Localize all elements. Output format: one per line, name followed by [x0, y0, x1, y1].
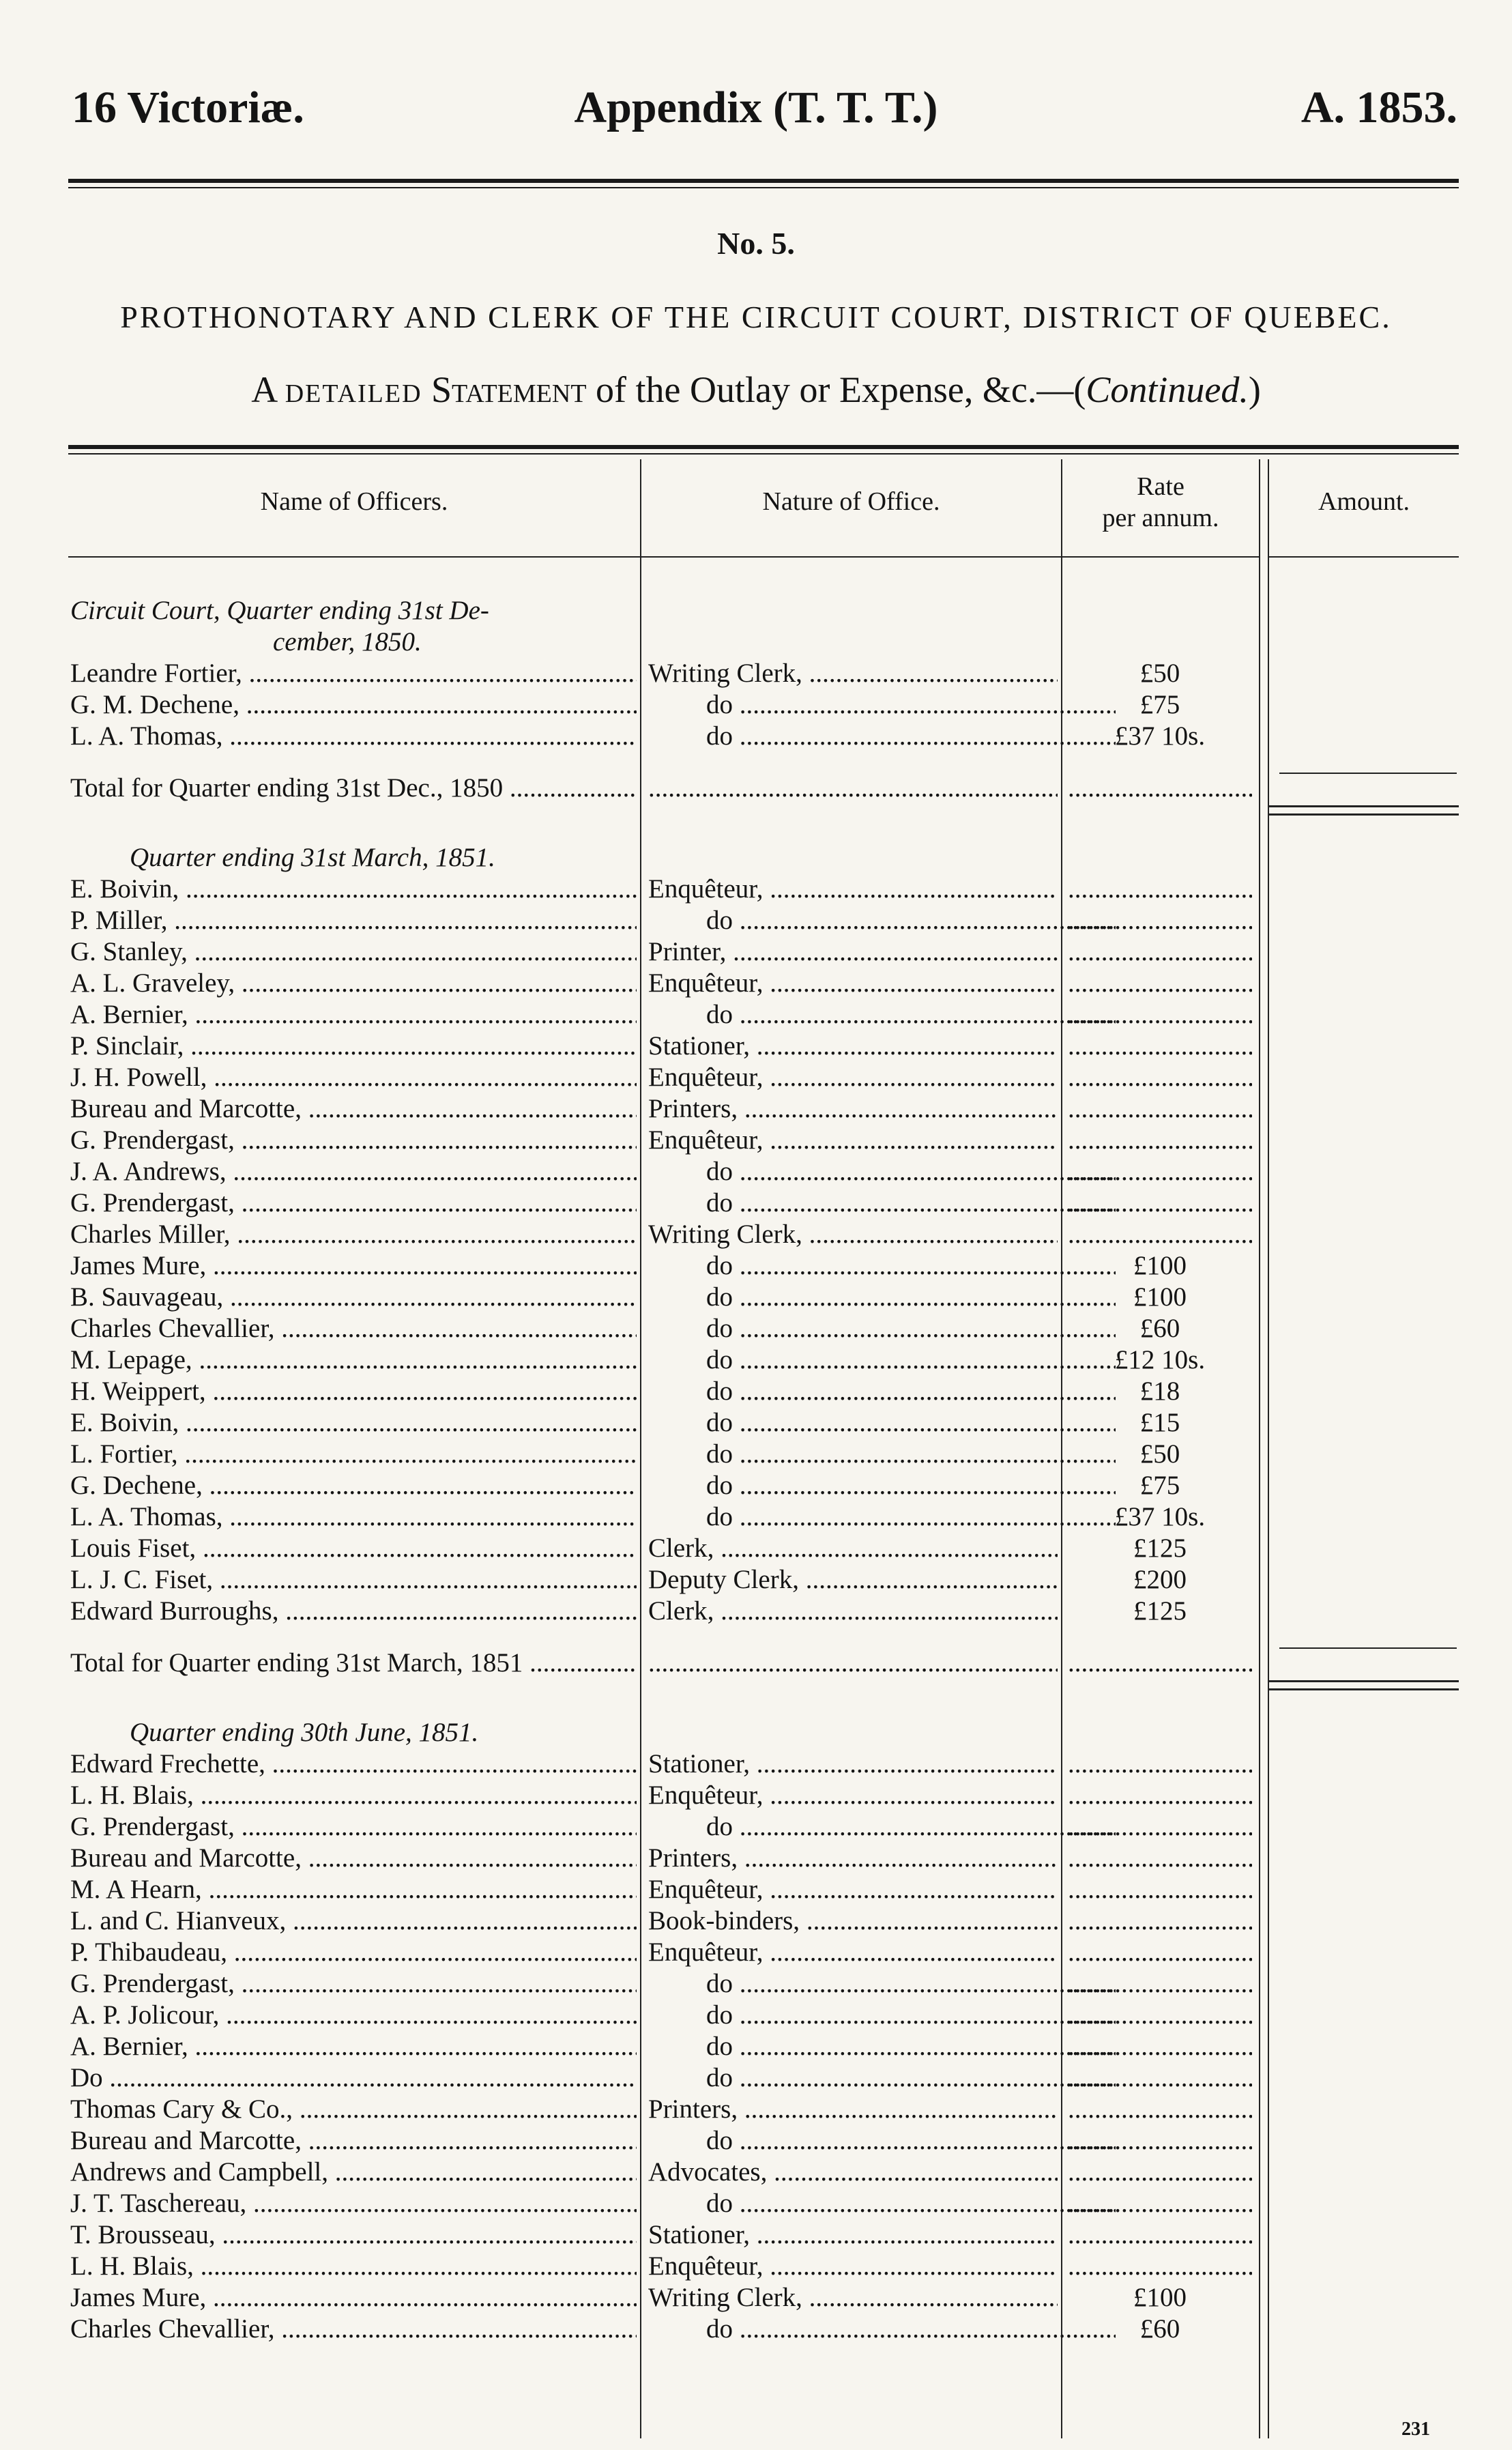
office-nature: do .....	[648, 1811, 1116, 1843]
officer-name: A. P. Jolicour, .....	[70, 2000, 637, 2031]
rate-per-annum: £60	[1139, 2314, 1180, 2344]
rate-per-annum	[1068, 968, 1252, 999]
table-row	[0, 689, 1512, 721]
officer-name: Do .....	[70, 2062, 637, 2094]
office-nature: do .....	[648, 2000, 1116, 2031]
rate-per-annum	[1068, 1093, 1252, 1125]
rate-per-annum: £75	[1139, 690, 1180, 719]
rate-per-annum: £100	[1133, 2283, 1187, 2312]
rate-per-annum	[1068, 1811, 1252, 1843]
rate-per-annum	[1068, 2125, 1252, 2157]
officer-name: G. Stanley, .....	[70, 936, 637, 968]
total-row	[0, 773, 1512, 804]
officer-name: P. Thibaudeau, .....	[70, 1937, 637, 1968]
rate-per-annum: £12 10s.	[1114, 1345, 1206, 1374]
table-row	[0, 2031, 1512, 2062]
office-nature: do .....	[648, 905, 1116, 936]
section-title	[0, 842, 1512, 874]
officer-name: L. Fortier, .....	[70, 1439, 637, 1470]
officer-name: E. Boivin, .....	[70, 874, 637, 905]
office-nature: Printer, .....	[648, 936, 1058, 968]
table-row	[0, 1843, 1512, 1874]
officer-name: G. Prendergast, .....	[70, 1125, 637, 1156]
officer-name: J. H. Powell, .....	[70, 1062, 637, 1093]
total-leader	[1068, 773, 1252, 804]
amount-cell	[1279, 1647, 1457, 1649]
section-title-text: cember, 1850.	[273, 627, 422, 657]
table-row	[0, 1313, 1512, 1344]
officer-name: G. M. Dechene, .....	[70, 689, 637, 721]
officer-name: Edward Frechette, .....	[70, 1748, 637, 1780]
amount-cell	[1279, 773, 1457, 774]
office-nature: do .....	[648, 999, 1116, 1031]
officer-name: G. Prendergast, .....	[70, 1187, 637, 1219]
office-nature: Writing Clerk, .....	[648, 1219, 1058, 1250]
office-nature: do .....	[648, 2188, 1116, 2219]
rate-per-annum: £37 10s.	[1114, 1502, 1206, 1531]
rate-per-annum: £18	[1139, 1377, 1180, 1406]
officer-name: L. H. Blais, .....	[70, 1780, 637, 1811]
officer-name: Louis Fiset, .....	[70, 1533, 637, 1564]
officer-name: Leandre Fortier, .....	[70, 658, 637, 689]
table-row	[0, 968, 1512, 999]
office-nature: Enquêteur, .....	[648, 1062, 1058, 1093]
office-nature: Enquêteur, .....	[648, 1125, 1058, 1156]
table-row	[0, 2251, 1512, 2282]
table-row	[0, 2094, 1512, 2125]
table-row	[0, 1501, 1512, 1533]
table-row	[0, 721, 1512, 752]
office-nature: Enquêteur, .....	[648, 1780, 1058, 1811]
officer-name: P. Miller, .....	[70, 905, 637, 936]
office-nature: do .....	[648, 1376, 1116, 1407]
office-nature: Book-binders, .....	[648, 1905, 1058, 1937]
office-nature: do .....	[648, 1313, 1116, 1344]
office-nature: do .....	[648, 1470, 1116, 1501]
officer-name: Andrews and Campbell, .....	[70, 2157, 637, 2188]
officer-name: Edward Burroughs, .....	[70, 1596, 637, 1627]
total-leader	[648, 773, 1058, 804]
rate-per-annum	[1068, 1968, 1252, 2000]
section-title-text: Quarter ending 30th June, 1851.	[130, 1718, 479, 1747]
rate-per-annum	[1068, 999, 1252, 1031]
table-row	[0, 2000, 1512, 2031]
running-head-right: A. 1853.	[1300, 83, 1457, 132]
table-row	[0, 1968, 1512, 2000]
rate-per-annum	[1068, 1062, 1252, 1093]
table-row	[0, 1407, 1512, 1439]
officer-name: G. Dechene, .....	[70, 1470, 637, 1501]
rate-per-annum	[1068, 2062, 1252, 2094]
officer-name: A. Bernier, .....	[70, 2031, 637, 2062]
office-nature: Stationer, .....	[648, 2219, 1058, 2251]
total-label: Total for Quarter ending 31st Dec., 1850 .....	[70, 773, 637, 804]
office-nature: Enquêteur, .....	[648, 874, 1058, 905]
table-row	[0, 1376, 1512, 1407]
officer-name: James Mure, .....	[70, 1250, 637, 1282]
table-row	[0, 905, 1512, 936]
officer-name: Bureau and Marcotte, .....	[70, 1843, 637, 1874]
table-row	[0, 1031, 1512, 1062]
column-header-rate: Rate per annum.	[1102, 472, 1219, 532]
rate-per-annum	[1068, 2157, 1252, 2188]
total-row	[0, 1647, 1512, 1679]
officer-name: H. Weippert, .....	[70, 1376, 637, 1407]
officer-name: A. L. Graveley, .....	[70, 968, 637, 999]
table-row	[0, 1905, 1512, 1937]
rate-per-annum	[1068, 1187, 1252, 1219]
officer-name: G. Prendergast, .....	[70, 1811, 637, 1843]
column-header-nature: Nature of Office.	[762, 487, 940, 516]
rate-per-annum: £37 10s.	[1114, 721, 1206, 751]
table-row	[0, 1156, 1512, 1187]
table-row	[0, 1219, 1512, 1250]
office-nature: Advocates, .....	[648, 2157, 1058, 2188]
rate-per-annum	[1068, 2000, 1252, 2031]
table-row	[0, 2062, 1512, 2094]
officer-name: P. Sinclair, .....	[70, 1031, 637, 1062]
table-row	[0, 874, 1512, 905]
officer-name: Bureau and Marcotte, .....	[70, 1093, 637, 1125]
office-nature: Enquêteur, .....	[648, 2251, 1058, 2282]
rate-per-annum: £100	[1133, 1282, 1187, 1312]
rate-per-annum	[1068, 874, 1252, 905]
rate-per-annum	[1068, 2251, 1252, 2282]
officer-name: Charles Chevallier, .....	[70, 2314, 637, 2345]
rate-per-annum	[1068, 1905, 1252, 1937]
section-title	[0, 1717, 1512, 1748]
table-row	[0, 2282, 1512, 2314]
rate-per-annum: £15	[1139, 1408, 1180, 1437]
officer-name: J. T. Taschereau, .....	[70, 2188, 637, 2219]
rate-per-annum	[1068, 905, 1252, 936]
table-row	[0, 1250, 1512, 1282]
officer-name: L. and C. Hianveux, .....	[70, 1905, 637, 1937]
rate-per-annum	[1068, 1748, 1252, 1780]
officer-name: G. Prendergast, .....	[70, 1968, 637, 2000]
office-nature: Deputy Clerk, .....	[648, 1564, 1058, 1596]
total-leader	[648, 1647, 1058, 1679]
table-row	[0, 2125, 1512, 2157]
total-double-rule	[1269, 1680, 1459, 1690]
table-row	[0, 1564, 1512, 1596]
officer-name: M. Lepage, .....	[70, 1344, 637, 1376]
column-header-underline	[68, 556, 1259, 558]
rate-per-annum	[1068, 1219, 1252, 1250]
section-title	[0, 595, 1512, 626]
officer-name: A. Bernier, .....	[70, 999, 637, 1031]
office-nature: do .....	[648, 689, 1116, 721]
office-nature: do .....	[648, 1282, 1116, 1313]
officer-name: Bureau and Marcotte, .....	[70, 2125, 637, 2157]
rate-per-annum	[1068, 1780, 1252, 1811]
total-leader	[1068, 1647, 1252, 1679]
officer-name: Charles Chevallier, .....	[70, 1313, 637, 1344]
table-row	[0, 1125, 1512, 1156]
office-nature: do .....	[648, 1250, 1116, 1282]
table-row	[0, 1470, 1512, 1501]
table-row	[0, 2314, 1512, 2345]
office-nature: Printers, .....	[648, 1093, 1058, 1125]
officer-name: B. Sauvageau, .....	[70, 1282, 637, 1313]
rate-per-annum: £200	[1133, 1565, 1187, 1594]
document-heading: PROTHONOTARY AND CLERK OF THE CIRCUIT COURT, DISTRICT OF QUEBEC.	[120, 300, 1392, 334]
office-nature: Enquêteur, .....	[648, 968, 1058, 999]
rate-per-annum: £75	[1139, 1471, 1180, 1500]
rate-per-annum	[1068, 2188, 1252, 2219]
rate-per-annum: £125	[1133, 1596, 1187, 1626]
office-nature: Stationer, .....	[648, 1031, 1058, 1062]
section-title	[0, 626, 1512, 658]
rate-per-annum: £60	[1139, 1314, 1180, 1343]
office-nature: do .....	[648, 2062, 1116, 2094]
officer-name: L. A. Thomas, .....	[70, 721, 637, 752]
officer-name: L. H. Blais, .....	[70, 2251, 637, 2282]
section-title-text: Quarter ending 31st March, 1851.	[130, 843, 495, 872]
office-nature: Stationer, .....	[648, 1748, 1058, 1780]
office-nature: Writing Clerk, .....	[648, 658, 1058, 689]
officer-name: E. Boivin, .....	[70, 1407, 637, 1439]
office-nature: do .....	[648, 1439, 1116, 1470]
rate-per-annum	[1068, 1937, 1252, 1968]
rate-per-annum: £50	[1139, 1439, 1180, 1469]
table-row	[0, 1187, 1512, 1219]
office-nature: do .....	[648, 1407, 1116, 1439]
table-row	[0, 2219, 1512, 2251]
rate-per-annum	[1068, 1125, 1252, 1156]
officer-name: Thomas Cary & Co., .....	[70, 2094, 637, 2125]
office-nature: do .....	[648, 1187, 1116, 1219]
table-top-rule-thin	[68, 453, 1459, 455]
office-nature: do .....	[648, 2031, 1116, 2062]
officer-name: J. A. Andrews, .....	[70, 1156, 637, 1187]
office-nature: do .....	[648, 2125, 1116, 2157]
officer-name: Charles Miller, .....	[70, 1219, 637, 1250]
rate-per-annum	[1068, 1156, 1252, 1187]
running-head-left: 16 Victoriæ.	[72, 83, 304, 132]
office-nature: Clerk, .....	[648, 1533, 1058, 1564]
table-row	[0, 1596, 1512, 1627]
rate-per-annum	[1068, 2219, 1252, 2251]
table-row	[0, 999, 1512, 1031]
column-header-underline	[1269, 556, 1459, 558]
table-row	[0, 1439, 1512, 1470]
office-nature: Writing Clerk, .....	[648, 2282, 1058, 2314]
office-nature: do .....	[648, 1968, 1116, 2000]
table-row	[0, 2188, 1512, 2219]
header-rule-thin	[68, 187, 1459, 188]
document-subheading: A DETAILED Statement of the Outlay or Expense, &c.—(Continued.)	[251, 369, 1261, 410]
table-row	[0, 936, 1512, 968]
office-nature: Clerk, .....	[648, 1596, 1058, 1627]
table-row	[0, 1344, 1512, 1376]
table-row	[0, 2157, 1512, 2188]
office-nature: Enquêteur, .....	[648, 1874, 1058, 1905]
total-label: Total for Quarter ending 31st March, 1851 .....	[70, 1647, 637, 1679]
total-double-rule	[1269, 805, 1459, 816]
table-row	[0, 1093, 1512, 1125]
table-row	[0, 1780, 1512, 1811]
document-number: No. 5.	[717, 226, 795, 261]
office-nature: Enquêteur, .....	[648, 1937, 1058, 1968]
rate-per-annum: £125	[1133, 1533, 1187, 1563]
office-nature: do .....	[648, 1501, 1116, 1533]
rate-per-annum: £50	[1139, 659, 1180, 688]
office-nature: do .....	[648, 1156, 1116, 1187]
office-nature: do .....	[648, 1344, 1116, 1376]
table-row	[0, 1874, 1512, 1905]
officer-name: L. A. Thomas, .....	[70, 1501, 637, 1533]
section-title-text: Circuit Court, Quarter ending 31st De-	[70, 596, 489, 625]
officer-name: James Mure, .....	[70, 2282, 637, 2314]
column-header-amount: Amount.	[1318, 487, 1410, 516]
table-row	[0, 1533, 1512, 1564]
page-number: 231	[1401, 2419, 1430, 2440]
table-row	[0, 1282, 1512, 1313]
office-nature: Printers, .....	[648, 2094, 1058, 2125]
running-head-center: Appendix (T. T. T.)	[574, 83, 938, 132]
office-nature: do .....	[648, 2314, 1116, 2345]
rate-per-annum: £100	[1133, 1251, 1187, 1280]
rate-per-annum	[1068, 1031, 1252, 1062]
office-nature: do .....	[648, 721, 1116, 752]
table-top-rule-thick	[68, 445, 1459, 449]
rate-per-annum	[1068, 1843, 1252, 1874]
rate-per-annum	[1068, 2031, 1252, 2062]
rate-per-annum	[1068, 2094, 1252, 2125]
table-row	[0, 1748, 1512, 1780]
office-nature: Printers, .....	[648, 1843, 1058, 1874]
officer-name: L. J. C. Fiset, .....	[70, 1564, 637, 1596]
table-row	[0, 1811, 1512, 1843]
column-header-name: Name of Officers.	[260, 487, 448, 516]
header-rule-thick	[68, 179, 1459, 183]
table-row	[0, 1937, 1512, 1968]
officer-name: M. A Hearn, .....	[70, 1874, 637, 1905]
rate-per-annum	[1068, 936, 1252, 968]
table-row	[0, 1062, 1512, 1093]
officer-name: T. Brousseau, .....	[70, 2219, 637, 2251]
table-row	[0, 658, 1512, 689]
rate-per-annum	[1068, 1874, 1252, 1905]
